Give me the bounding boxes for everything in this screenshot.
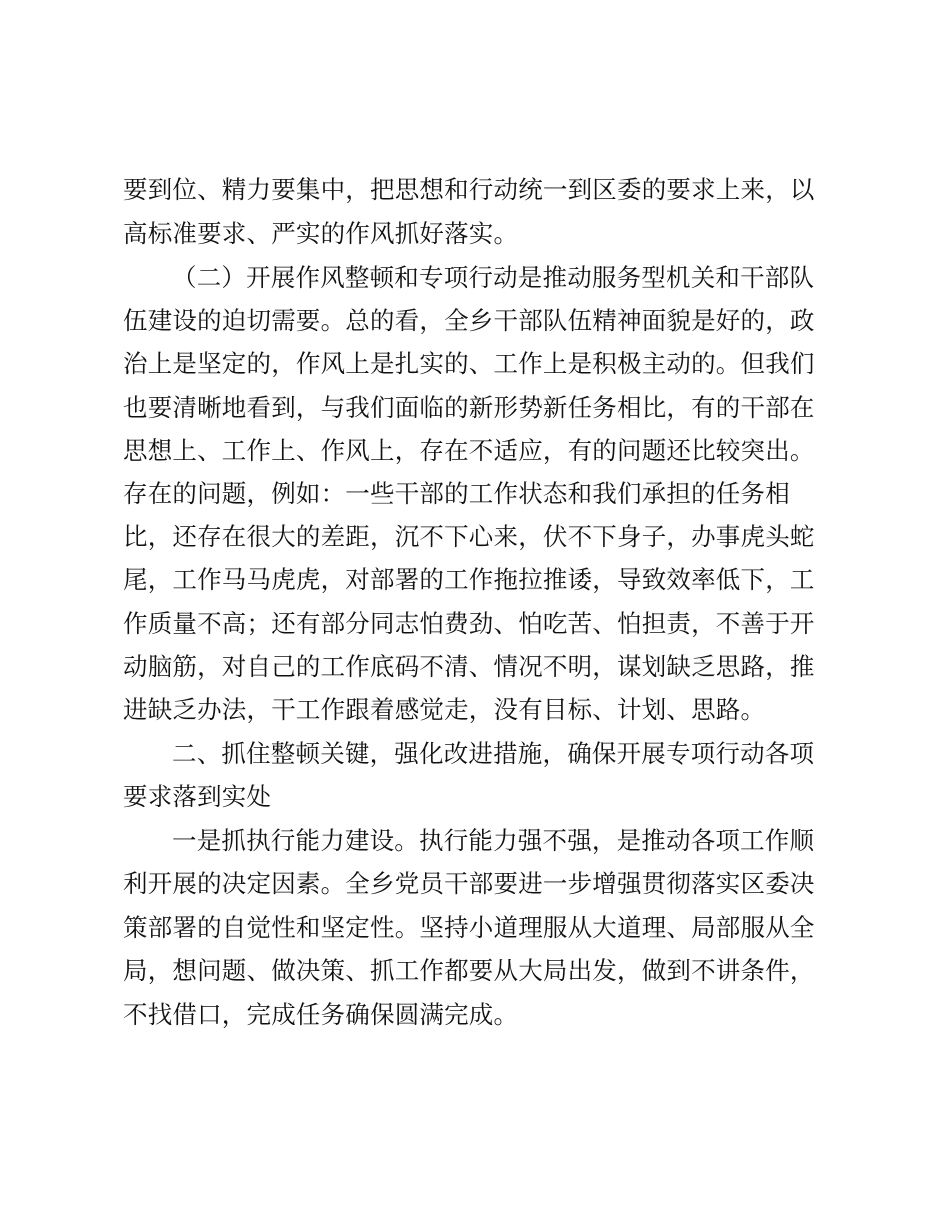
- text-line: 思想上、工作上、作风上，存在不适应，有的问题还比较突出。: [123, 436, 815, 465]
- text-line: 也要清晰地看到，与我们面临的新形势新任务相比，有的干部在: [123, 393, 815, 422]
- text-line: 比，还存在很大的差距，沉不下心来，伏不下身子，办事虎头蛇: [123, 522, 815, 551]
- section-heading: 二、抓住整顿关键，强化改进措施，确保开展专项行动各项: [172, 739, 815, 768]
- text-line: 高标准要求、严实的作风抓好落实。: [123, 219, 519, 248]
- text-line: 治上是坚定的，作风上是扎实的、工作上是积极主动的。但我们: [123, 349, 815, 378]
- text-line: 动脑筋，对自己的工作底码不清、情况不明，谋划缺乏思路，推: [123, 652, 815, 681]
- text-line: 存在的问题，例如：一些干部的工作状态和我们承担的任务相: [123, 479, 790, 508]
- text-line: 一是抓执行能力建设。执行能力强不强，是推动各项工作顺: [172, 826, 815, 855]
- text-line: 局，想问题、做决策、抓工作都要从大局出发，做到不讲条件，: [123, 956, 815, 985]
- text-line: 尾，工作马马虎虎，对部署的工作拖拉推诿，导致效率低下，工: [123, 565, 815, 594]
- text-line: 利开展的决定因素。全乡党员干部要进一步增强贯彻落实区委决: [123, 869, 815, 898]
- text-line: 伍建设的迫切需要。总的看，全乡干部队伍精神面貌是好的，政: [123, 306, 815, 335]
- text-line: 策部署的自觉性和坚定性。坚持小道理服从大道理、局部服从全: [123, 913, 815, 942]
- section-heading: 要求落到实处: [123, 782, 272, 811]
- text-line: 不找借口，完成任务确保圆满完成。: [123, 1000, 519, 1029]
- text-line: （二）开展作风整顿和专项行动是推动服务型机关和干部队: [172, 263, 815, 292]
- text-line: 进缺乏办法，干工作跟着感觉走，没有目标、计划、思路。: [123, 695, 766, 724]
- text-line: 要到位、精力要集中，把思想和行动统一到区委的要求上来，以: [123, 175, 815, 204]
- text-line: 作质量不高；还有部分同志怕费劲、怕吃苦、怕担责，不善于开: [123, 609, 815, 638]
